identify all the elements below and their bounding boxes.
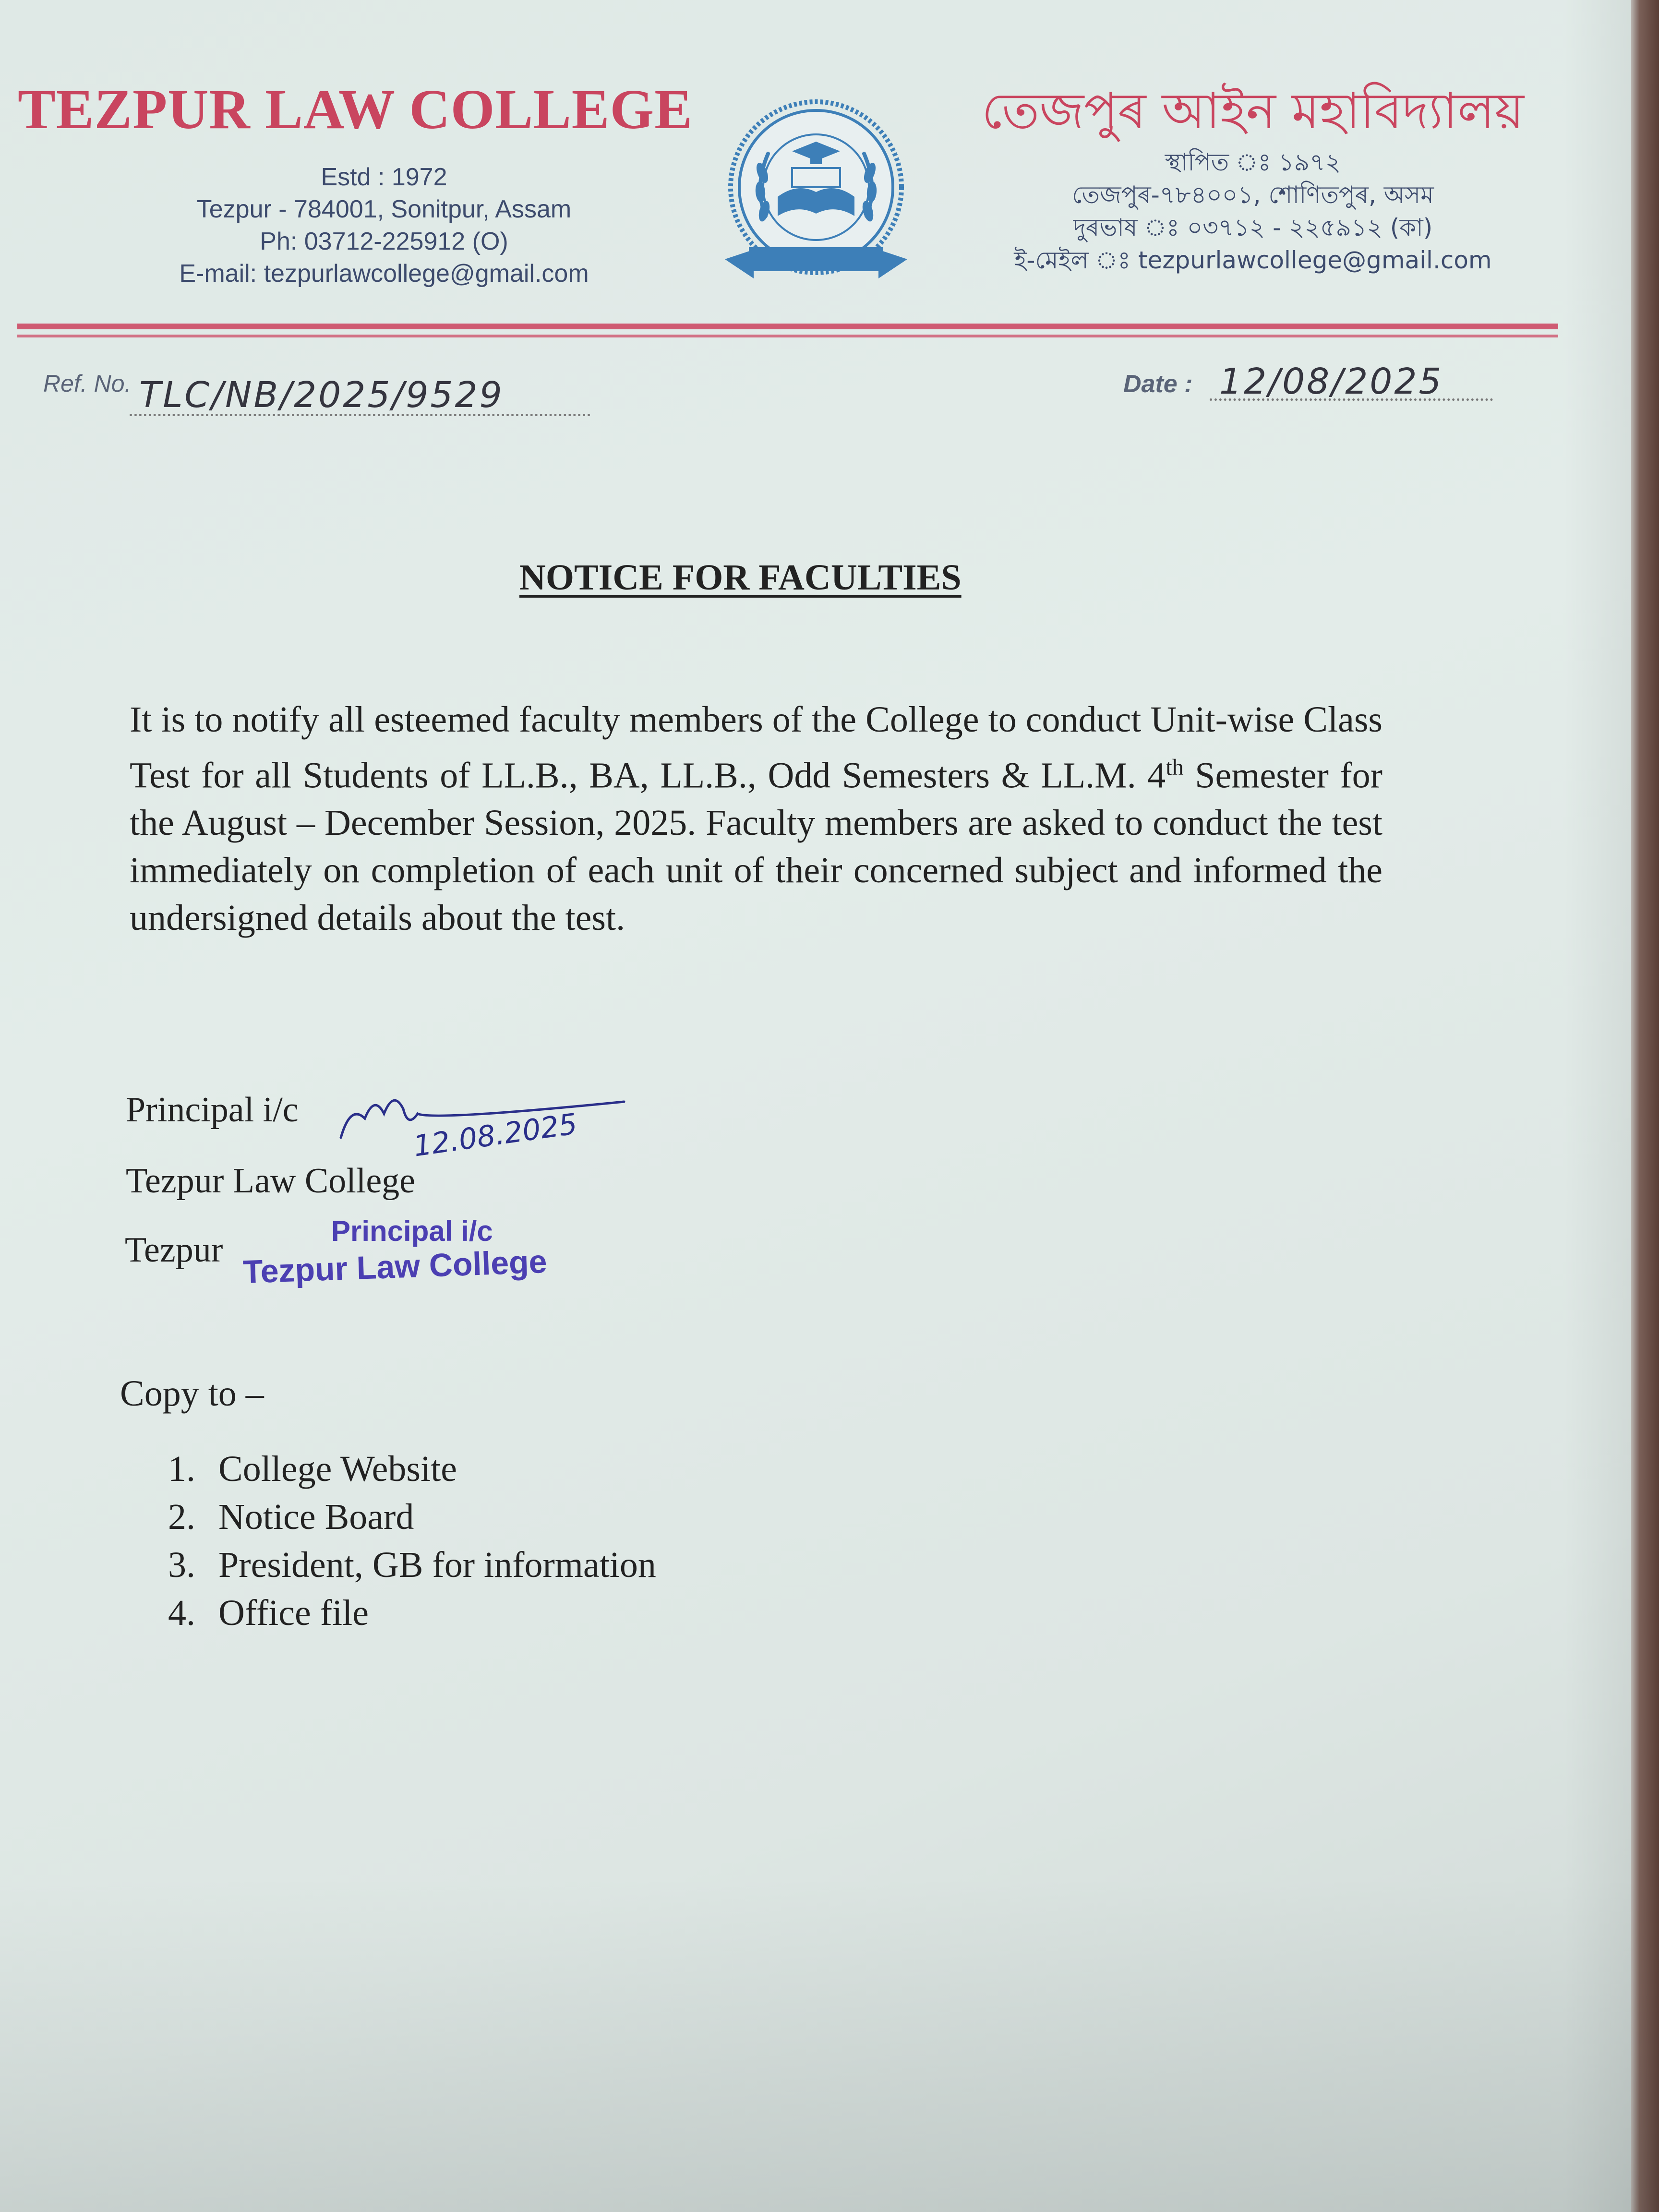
letterhead-english <box>18 77 720 290</box>
ref-label: Ref. No. <box>43 370 132 397</box>
stamp-college: Tezpur Law College <box>242 1243 548 1291</box>
address-assamese: তেজপুৰ-৭৮৪০০১, শোণিতপুৰ, অসম <box>1072 181 1434 209</box>
address-english: Tezpur - 784001, Sonitpur, Assam <box>196 195 572 223</box>
ref-number: TLC/NB/2025/9529 <box>139 374 504 416</box>
date-value: 12/08/2025 <box>1219 361 1443 402</box>
list-item: 2. Notice Board <box>168 1497 414 1537</box>
notice-body <box>130 696 1382 942</box>
signatory-designation: Principal i/c <box>126 1090 299 1130</box>
phone-assamese: দুৰভাষ ঃ ০৩৭১২ - ২২৫৯১২ (কা) <box>1073 214 1433 241</box>
letterhead-assamese <box>941 77 1565 276</box>
letterhead-divider-thick <box>17 324 1558 329</box>
list-item: 4. Office file <box>168 1593 369 1633</box>
signature-date: 12.08.2025 <box>411 1107 579 1164</box>
email-assamese: ই-মেইল ঃ tezpurlawcollege@gmail.com <box>1014 246 1492 274</box>
copy-to-list <box>168 1445 656 1637</box>
college-name-english: TEZPUR LAW COLLEGE <box>18 78 693 141</box>
signatory-place: Tezpur <box>125 1230 223 1270</box>
established-english: Estd : 1972 <box>321 163 447 191</box>
email-english: E-mail: tezpurlawcollege@gmail.com <box>179 260 589 288</box>
list-item: 1. College Website <box>168 1449 457 1489</box>
phone-english: Ph: 03712-225912 (O) <box>260 228 508 255</box>
college-emblem-logo <box>720 96 912 298</box>
signatory-college: Tezpur Law College <box>126 1161 416 1201</box>
letterhead-divider-thin <box>17 335 1558 337</box>
page-bottom-shadow <box>0 1876 1659 2212</box>
notice-body-superscript: th <box>1166 755 1184 780</box>
college-name-assamese: তেজপুৰ আইন মহাবিদ্যালয় <box>982 82 1524 140</box>
notice-body-part1: It is to notify all esteemed faculty members of the College to conduct Unit-wise Class Test for all Students of LL.B., BA, LL.B., Odd Semesters & LL.M. 4 <box>130 699 1382 796</box>
established-assamese: স্থাপিত ঃ ১৯৭২ <box>1165 148 1341 176</box>
notice-title: NOTICE FOR FACULTIES <box>519 557 962 598</box>
date-label: Date : <box>1123 370 1193 398</box>
notice-body-part2: Semester for the August – December Session, 2025. Faculty members are asked to conduct the test immediately on completion of each unit of their concerned subject and informed the undersigned details about the test. <box>130 755 1382 938</box>
copy-to-label: Copy to – <box>120 1373 264 1414</box>
stamp-principal: Principal i/c <box>331 1215 493 1247</box>
list-item: 3. President, GB for information <box>168 1545 656 1585</box>
